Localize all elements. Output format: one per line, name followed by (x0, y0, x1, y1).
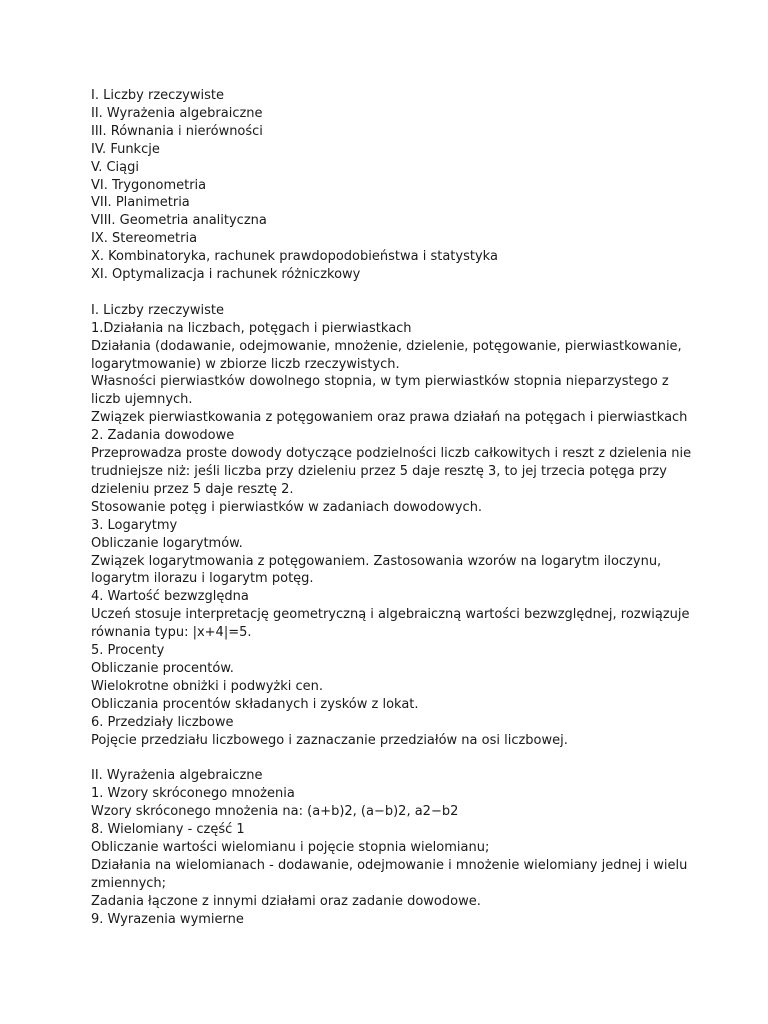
text-line: Obliczania procentów składanych i zysków z lokat. (91, 696, 419, 712)
document-page (91, 87, 691, 929)
text-line: Uczeń stosuje interpretację geometryczną i algebraiczną wartości bezwzględnej, rozwiązuje (91, 607, 690, 623)
text-line: II. Wyrażenia algebraiczne (91, 105, 263, 121)
text-line: X. Kombinatoryka, rachunek prawdopodobieństwa i statystyka (91, 249, 498, 265)
blank-line (91, 284, 691, 302)
text-line: 1.Działania na liczbach, potęgach i pierwiastkach (91, 320, 412, 336)
text-line: 2. Zadania dowodowe (91, 428, 235, 444)
text-line: XI. Optymalizacja i rachunek różniczkowy (91, 267, 361, 283)
text-line: logarytmowanie) w zbiorze liczb rzeczywistych. (91, 356, 400, 372)
text-line: 8. Wielomiany - część 1 (91, 822, 245, 838)
text-line: równania typu: |x+4|=5. (91, 625, 252, 641)
text-line: 6. Przedziały liczbowe (91, 714, 234, 730)
text-line: I. Liczby rzeczywiste (91, 88, 224, 103)
section-wyrazenia-algebraiczne (91, 767, 691, 928)
text-line: II. Wyrażenia algebraiczne (91, 768, 263, 784)
text-line: Związek pierwiastkowania z potęgowaniem oraz prawa działań na potęgach i pierwiastkach (91, 410, 688, 426)
text-line: zmiennych; (91, 875, 167, 891)
text-line: III. Równania i nierówności (91, 123, 263, 139)
text-line: 1. Wzory skróconego mnożenia (91, 786, 295, 802)
text-line: Przeprowadza proste dowody dotyczące podzielności liczb całkowitych i reszt z dzielenia nie (91, 446, 692, 462)
text-line: trudniejsze niż: jeśli liczba przy dzieleniu przez 5 daje resztę 3, to jej trzecia potęga przy (91, 464, 667, 480)
text-line: 5. Procenty (91, 643, 165, 659)
text-line: Obliczanie procentów. (91, 660, 234, 676)
text-line: V. Ciągi (91, 159, 140, 175)
text-line: I. Liczby rzeczywiste (91, 302, 224, 318)
text-line: Działania (dodawanie, odejmowanie, mnożenie, dzielenie, potęgowanie, pierwiastkowanie, (91, 338, 682, 354)
text-line: Stosowanie potęg i pierwiastków w zadaniach dowodowych. (91, 499, 483, 515)
text-line: dzieleniu przez 5 daje resztę 2. (91, 481, 294, 497)
text-line: IV. Funkcje (91, 141, 160, 157)
text-line: Pojęcie przedziału liczbowego i zaznaczanie przedziałów na osi liczbowej. (91, 732, 568, 748)
text-line: VII. Planimetria (91, 195, 190, 211)
text-line: Działania na wielomianach - dodawanie, odejmowanie i mnożenie wielomiany jednej i wielu (91, 857, 688, 873)
text-line: liczb ujemnych. (91, 392, 193, 408)
text-line: logarytm ilorazu i logarytm potęg. (91, 571, 314, 587)
text-line: 9. Wyrazenia wymierne (91, 911, 244, 927)
text-line: Obliczanie logarytmów. (91, 535, 243, 551)
text-line: IX. Stereometria (91, 231, 198, 247)
text-line: Obliczanie wartości wielomianu i pojęcie stopnia wielomianu; (91, 840, 490, 856)
text-line: Wzory skróconego mnożenia na: (a+b)2, (a−b)2, a2−b2 (91, 804, 459, 820)
text-line: Związek logarytmowania z potęgowaniem. Zastosowania wzorów na logarytm iloczynu, (91, 553, 662, 569)
text-line: VIII. Geometria analityczna (91, 213, 267, 229)
table-of-contents (91, 87, 691, 284)
blank-line (91, 750, 691, 768)
text-line: Wielokrotne obniżki i podwyżki cen. (91, 678, 324, 694)
text-line: Zadania łączone z innymi działami oraz zadanie dowodowe. (91, 893, 481, 909)
text-line: Własności pierwiastków dowolnego stopnia, w tym pierwiastków stopnia nieparzystego z (91, 374, 669, 390)
text-line: 3. Logarytmy (91, 517, 178, 533)
section-liczby-rzeczywiste (91, 302, 691, 750)
text-line: VI. Trygonometria (91, 177, 207, 193)
text-line: 4. Wartość bezwzględna (91, 589, 249, 605)
